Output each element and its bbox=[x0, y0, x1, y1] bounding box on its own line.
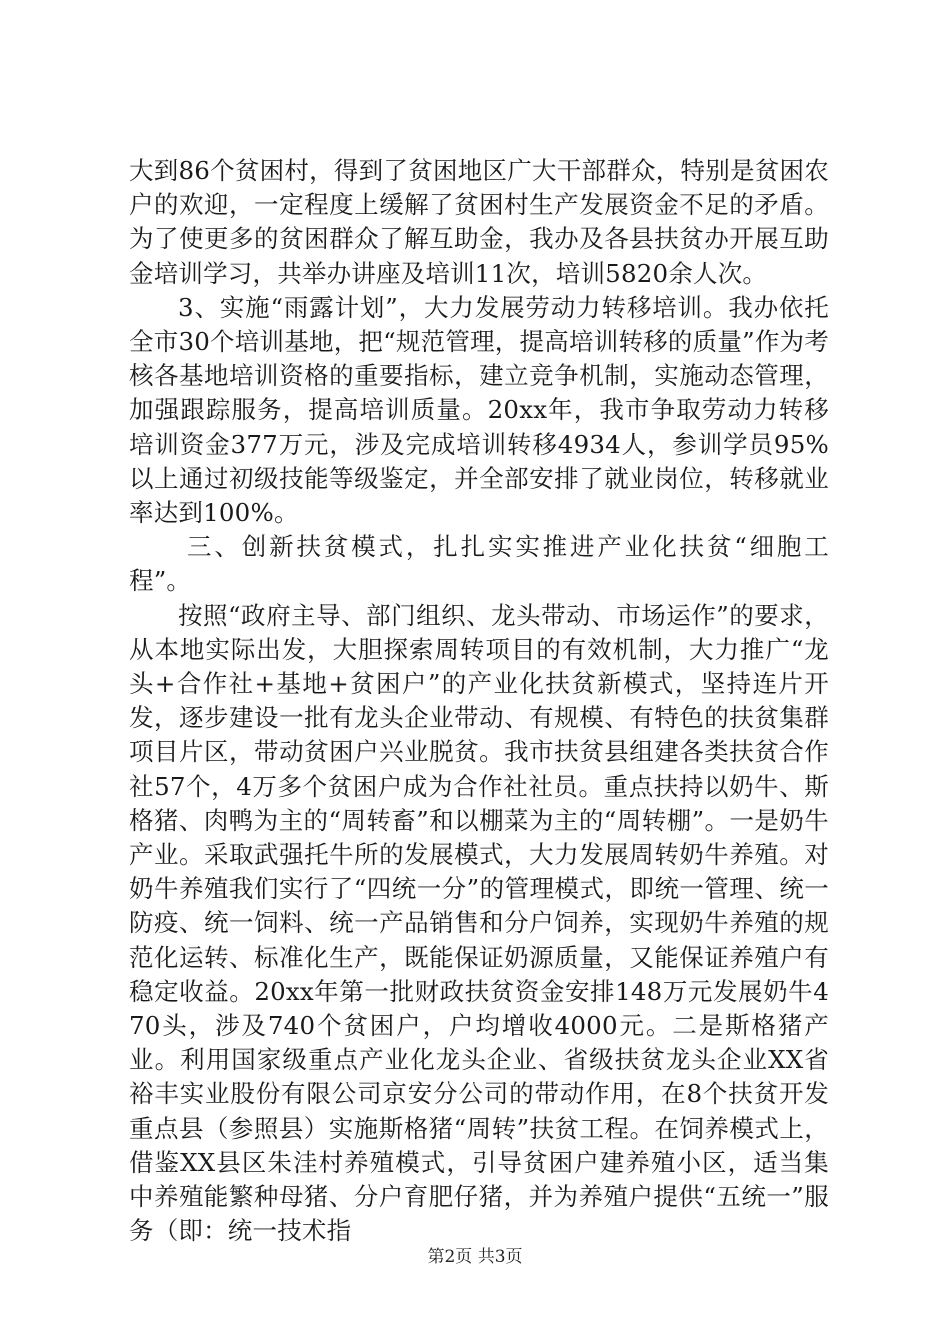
document-body bbox=[129, 154, 829, 1249]
section-heading-three: 三、创新扶贫模式，扎扎实实推进产业化扶贫“细胞工程”。 bbox=[129, 532, 829, 596]
paragraph-rain-dew-plan: 3、实施“雨露计划”，大力发展劳动力转移培训。我办依托全市30个培训基地，把“规范管理，提高培训转移的质量”作为考核各基地培训资格的重要指标，建立竞争机制，实施动态管理，加强跟踪服务，提高培训质量。20xx年，我市争取劳动力转移培训资金377万元，涉及完成培训转移4934人，参训学员95%以上通过初级技能等级鉴定，并全部安排了就业岗位，转移就业率达到100%。 bbox=[129, 292, 829, 528]
page-footer: 第2页 共3页 bbox=[427, 1247, 523, 1267]
paragraph-industrial-poverty-relief: 按照“政府主导、部门组织、龙头带动、市场运作”的要求，从本地实际出发，大胆探索周转项目的有效机制，大力推广“龙头+合作社+基地+贫困户”的产业化扶贫新模式，坚持连片开发，逐步建设一批有龙头企业带动、有规模、有特色的扶贫集群项目片区，带动贫困户兴业脱贫。我市扶贫县组建各类扶贫合作社57个，4万多个贫困户成为合作社社员。重点扶持以奶牛、斯格猪、肉鸭为主的“周转畜”和以棚菜为主的“周转棚”。一是奶牛产业。采取武强托牛所的发展模式，大力发展周转奶牛养殖。对奶牛养殖我们实行了“四统一分”的管理模式，即统一管理、统一防疫、统一饲料、统一产品销售和分户饲养，实现奶牛养殖的规范化运转、标准化生产，既能保证奶源质量，又能保证养殖户有稳定收益。20xx年第一批财政扶贫资金安排148万元发展奶牛470头，涉及740个贫困户，户均增收4000元。二是斯格猪产业。利用国家级重点产业化龙头企业、省级扶贫龙头企业XX省裕丰实业股份有限公司京安分公司的带动作用，在8个扶贫开发重点县（参照县）实施斯格猪“周转”扶贫工程。在饲养模式上，借鉴XX县区朱洼村养殖模式，引导贫困户建养殖小区，适当集中养殖能繁种母猪、分户育肥仔猪，并为养殖户提供“五统一”服务（即：统一技术指 bbox=[129, 600, 829, 1246]
paragraph-continuation: 大到86个贫困村，得到了贫困地区广大干部群众，特别是贫困农户的欢迎，一定程度上缓解了贫困村生产发展资金不足的矛盾。为了使更多的贫困群众了解互助金，我办及各县扶贫办开展互助金培训学习，共举办讲座及培训11次，培训5820余人次。 bbox=[129, 156, 829, 288]
